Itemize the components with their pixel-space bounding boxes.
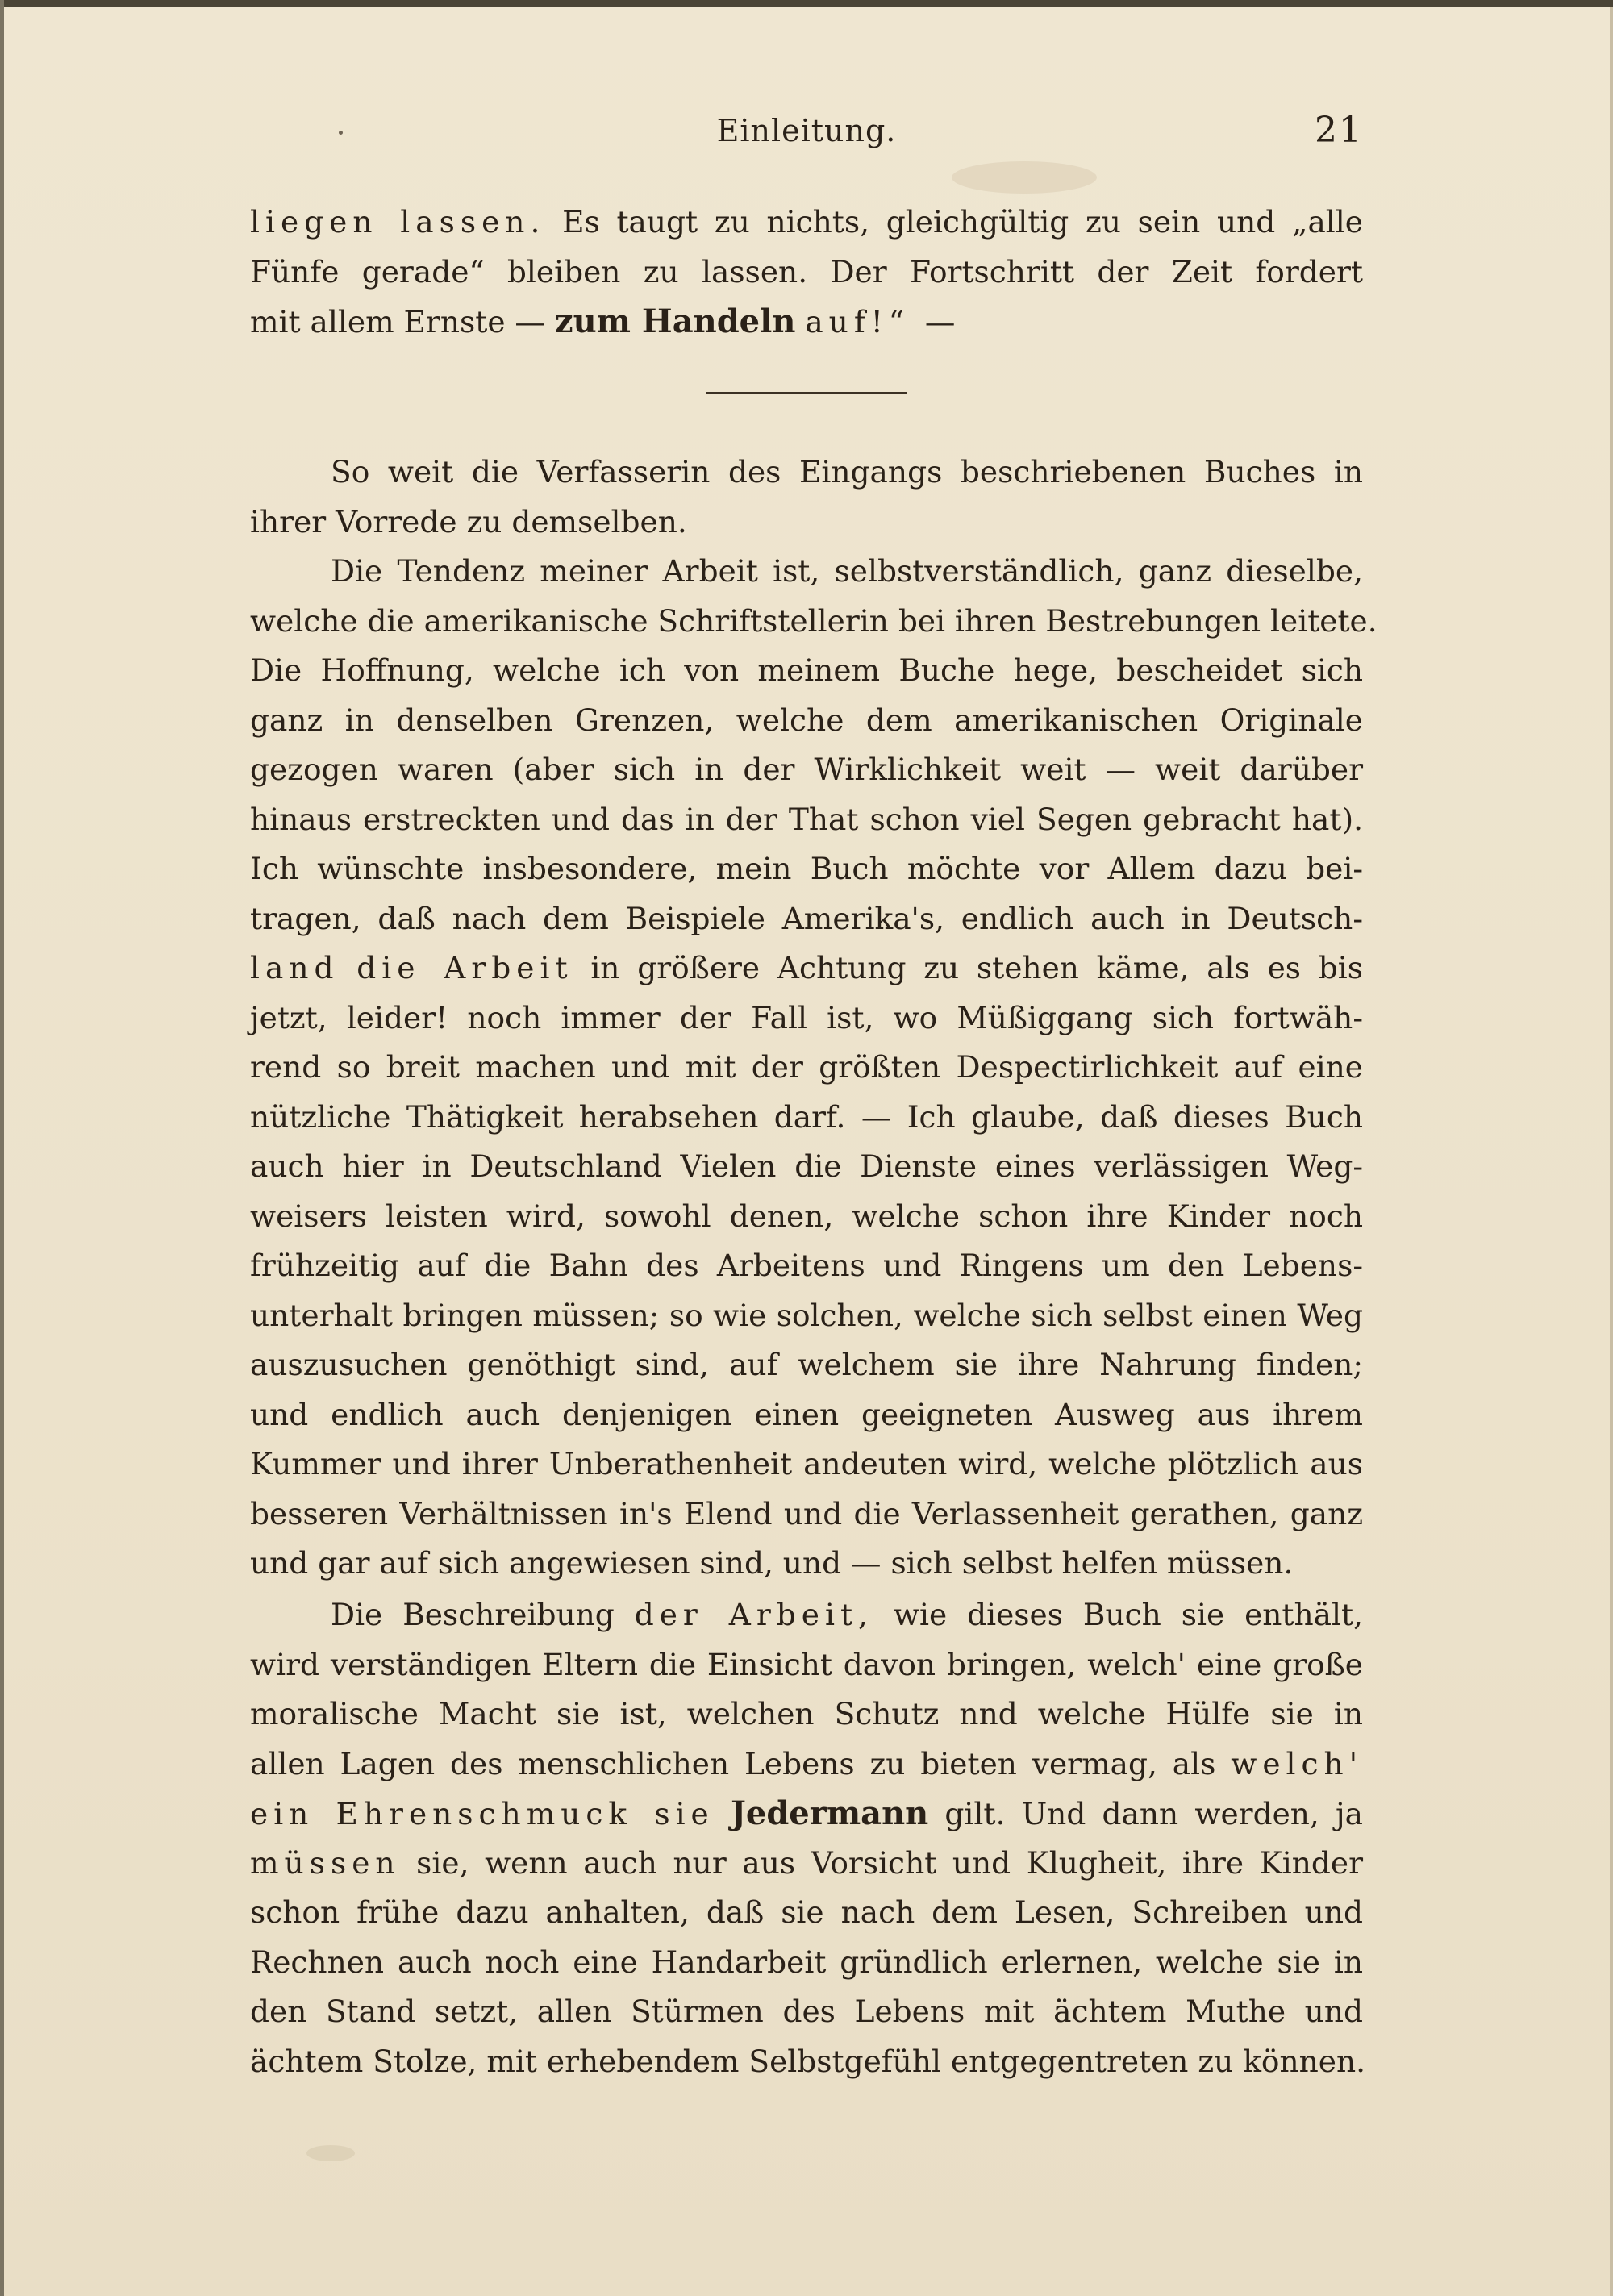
text-line: und endlich auch denjenigen einen geeigneten Ausweg aus ihrem (250, 1396, 1363, 1432)
emphasis-text: Jedermann (730, 1794, 929, 1832)
text-line: Kummer und ihrer Unberathenheit andeuten wird, welche plötzlich aus (250, 1446, 1363, 1481)
text-line: müssen sie, wenn auch nur aus Vorsicht und Klugheit, ihre Kinder (250, 1844, 1363, 1881)
scan-top-border (0, 0, 1613, 7)
emphasis-text: welch' (1231, 1745, 1364, 1781)
text-line: und gar auf sich angewiesen sind, und — sich selbst helfen müssen. (250, 1545, 1294, 1581)
text-line: auch hier in Deutschland Vielen die Dienste eines verlässigen Weg- (250, 1148, 1363, 1184)
text-line: Die Hoffnung, welche ich von meinem Buche hege, bescheidet sich (250, 652, 1363, 688)
paragraph-closing-quote (250, 198, 1363, 347)
emphasis-text: die Arbeit (356, 950, 573, 985)
text-line: Ich wünschte insbesondere, mein Buch möchte vor Allem dazu bei- (250, 851, 1363, 886)
paper-stain (306, 2145, 355, 2161)
text-line: hinaus erstreckten und das in der That schon viel Segen gebracht hat). (250, 801, 1363, 837)
text-line: besseren Verhältnissen in's Elend und die Verlassenheit gerathen, ganz (250, 1495, 1363, 1531)
text-line: moralische Macht sie ist, welchen Schutz nnd welche Hülfe sie in (250, 1696, 1363, 1731)
text-line: liegen lassen. Es taugt zu nichts, gleichgültig zu sein und „alle (250, 204, 1363, 240)
text-line: land die Arbeit in größere Achtung zu stehen käme, als es bis (250, 950, 1364, 985)
text-line: welche die amerikanische Schriftstellerin bei ihren Bestrebungen leitete. (250, 602, 1378, 639)
emphasis-text: müssen (250, 1844, 401, 1881)
text-line: den Stand setzt, allen Stürmen des Lebens mit ächtem Muthe und (250, 1994, 1363, 2029)
page-number: 21 (1315, 110, 1363, 151)
paragraph-description (250, 1590, 1366, 2086)
text-line: nützliche Thätigkeit herabsehen darf. — Ich glaube, daß dieses Buch (250, 1098, 1363, 1135)
scan-left-border (0, 0, 4, 2296)
text-line: mit allem Ernste — zum Handeln auf!“ — (250, 302, 961, 340)
section-divider (706, 392, 907, 394)
text-line: Rechnen auch noch eine Handarbeit gründlich erlernen, welche sie in (250, 1944, 1363, 1980)
paragraph-attribution (250, 448, 1363, 547)
text-line: unterhalt bringen müssen; so wie solchen, welche sich selbst einen Weg (250, 1297, 1363, 1333)
text-line: ein Ehrenschmuck sie Jedermann gilt. Und dann werden, ja (250, 1794, 1364, 1832)
text-line: gezogen waren (aber sich in der Wirklichkeit weit — weit darüber (250, 752, 1363, 787)
emphasis-text: der Arbeit, (634, 1597, 873, 1632)
text-line: Die Beschreibung der Arbeit, wie dieses Buch sie enthält, (331, 1597, 1363, 1632)
text-line: Fünfe gerade“ bleiben zu lassen. Der Fortschritt der Zeit fordert (250, 253, 1363, 290)
text-line: So weit die Verfasserin des Eingangs beschriebenen Buches in (331, 454, 1363, 490)
text-line: ihrer Vorrede zu demselben. (250, 503, 687, 540)
text-line: jetzt, leider! noch immer der Fall ist, wo Müßiggang sich fortwäh- (250, 999, 1363, 1035)
paragraph-tendency (250, 547, 1378, 1589)
running-header (250, 110, 1363, 161)
text-line: ganz in denselben Grenzen, welche dem amerikanischen Originale (250, 702, 1363, 738)
text-line: Die Tendenz meiner Arbeit ist, selbstverständlich, ganz dieselbe, (331, 553, 1363, 589)
text-line: auszusuchen genöthigt sind, auf welchem sie ihre Nahrung finden; (250, 1347, 1363, 1382)
text-line: wird verständigen Eltern die Einsicht davon bringen, welch' eine große (250, 1646, 1363, 1682)
text-line: weisers leisten wird, sowohl denen, welche schon ihre Kinder noch (250, 1198, 1363, 1234)
paper-stain (952, 161, 1097, 194)
running-title: Einleitung. (716, 113, 897, 148)
emphasis-text: zum Handeln (554, 302, 796, 340)
text-line: tragen, daß nach dem Beispiele Amerika's, endlich auch in Deutsch- (250, 900, 1363, 936)
page-edge (1610, 7, 1613, 2296)
text-line: frühzeitig auf die Bahn des Arbeitens und Ringens um den Lebens- (250, 1248, 1363, 1283)
text-line: schon frühe dazu anhalten, daß sie nach dem Lesen, Schreiben und (250, 1894, 1363, 1930)
text-line: allen Lagen des menschlichen Lebens zu bieten vermag, als welch' (250, 1745, 1364, 1781)
text-line: rend so breit machen und mit der größten Despectirlichkeit auf eine (250, 1049, 1363, 1085)
text-line: ächtem Stolze, mit erhebendem Selbstgefühl entgegentreten zu können. (250, 2043, 1366, 2079)
